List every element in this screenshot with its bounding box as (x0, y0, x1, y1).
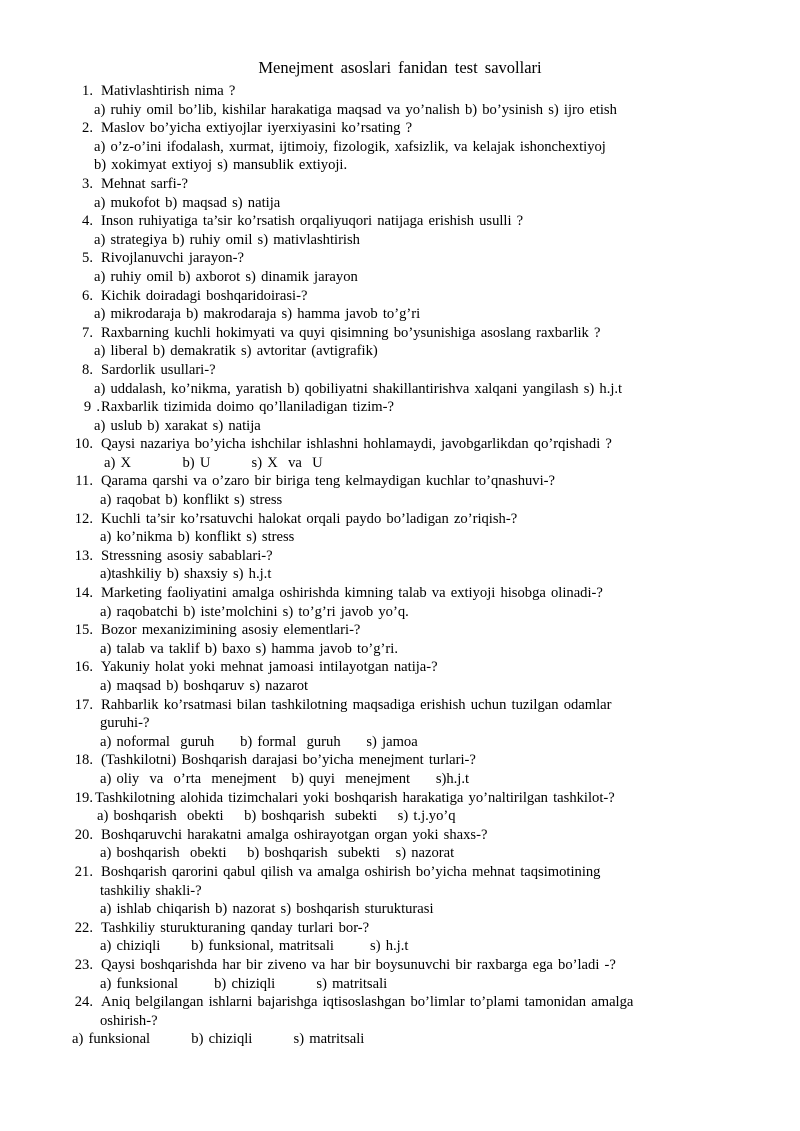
question-text: Raxbarning kuchli hokimyati va quyi qisimning bo’ysunishiga asoslang raxbarlik ? (101, 324, 601, 341)
question-text: Kuchli ta’sir ko’rsatuvchi halokat orqali paydo bo’ladigan zo’riqish-? (101, 510, 518, 527)
question-9 (72, 398, 732, 435)
question-text: Qaysi nazariya bo’yicha ishchilar ishlashni hohlamaydi, javobgarlikdan qo’rqishadi ? (101, 436, 612, 453)
answer-options: a) oliy va o’rta menejment b) quyi menejment s)h.j.t (100, 770, 470, 787)
question-number: 17. (74, 696, 93, 713)
answer-options: a) X b) U s) X va U (104, 454, 323, 471)
question-17 (72, 696, 732, 752)
answer-options: a) funksional b) chiziqli s) matritsali (72, 1031, 365, 1048)
question-23 (72, 956, 732, 993)
answer-options: a) funksional b) chiziqli s) matritsali (100, 975, 388, 992)
question-text-continued: guruhi-? (100, 715, 150, 732)
question-text: Boshqarish qarorini qabul qilish va amalga oshirish bo’yicha mehnat taqsimotining (101, 863, 601, 880)
question-12 (72, 510, 732, 547)
answer-options: a) uddalash, ko’nikma, yaratish b) qobiliyatni shakillantirishva xalqani yangilash s) h.j.t (94, 380, 623, 397)
question-1 (72, 82, 732, 119)
question-11 (72, 472, 732, 509)
answer-options: a) talab va taklif b) baxo s) hamma javob to’g’ri. (100, 640, 398, 657)
question-number: 18. (74, 752, 93, 769)
answer-options: a) boshqarish obekti b) boshqarish subekti s) t.j.yo’q (97, 808, 456, 825)
question-number: 1. (82, 83, 93, 99)
question-10 (72, 435, 732, 472)
question-text: Maslov bo’yicha extiyojlar iyerxiyasini ko’rsating ? (101, 120, 413, 137)
question-number: 23. (74, 956, 93, 973)
question-13 (72, 547, 732, 584)
question-number: 21. (74, 863, 93, 880)
question-text: Kichik doiradagi boshqaridoirasi-? (101, 287, 308, 304)
question-19 (72, 789, 732, 826)
question-number: 9 . (83, 399, 100, 416)
answer-options: a) ruhiy omil bo’lib, kishilar harakatiga maqsad va yo’nalish b) bo’ysinish s) ijro etish (94, 101, 617, 118)
question-8 (72, 361, 732, 398)
answer-options: a) liberal b) demakratik s) avtoritar (avtigrafik) (94, 343, 378, 360)
answer-options: a) maqsad b) boshqaruv s) nazarot (100, 678, 309, 694)
question-text: Boshqaruvchi harakatni amalga oshirayotgan organ yoki shaxs-? (101, 826, 488, 843)
question-text: Raxbarlik tizimida doimo qo’llaniladigan tizim-? (101, 399, 394, 416)
question-7 (72, 324, 732, 361)
question-number: 5. (82, 250, 93, 267)
question-4 (72, 212, 732, 249)
answer-options: a) strategiya b) ruhiy omil s) mativlashtirish (94, 231, 360, 248)
question-text: Mativlashtirish nima ? (101, 83, 236, 99)
question-text: Stressning asosiy sabablari-? (101, 547, 273, 564)
question-number: 12. (74, 510, 93, 527)
answer-options: a) chiziqli b) funksional, matritsali s) h.j.t (100, 938, 409, 955)
question-text: Aniq belgilangan ishlarni bajarishga iqtisoslashgan bo’limlar to’plami tamonidan amalga (101, 994, 634, 1011)
question-number: 19. (74, 789, 93, 806)
question-number: 11. (75, 473, 93, 490)
question-text: Inson ruhiyatiga ta’sir ko’rsatish orqaliyuqori natijaga erishish usulli ? (101, 213, 524, 230)
question-number: 3. (82, 175, 93, 192)
question-number: 8. (82, 361, 93, 378)
answer-options: a) uslub b) xarakat s) natija (94, 417, 261, 434)
answer-options-continued: b) xokimyat extiyoj s) mansublik extiyoji. (94, 157, 348, 174)
question-text: Qaysi boshqarishda har bir ziveno va har bir boysunuvchi bir raxbarga ega bo’ladi -? (101, 956, 616, 973)
question-22 (72, 919, 732, 956)
question-number: 16. (74, 659, 93, 676)
question-text: Tashkiliy sturukturaning qanday turlari bor-? (101, 919, 370, 936)
question-text: Yakuniy holat yoki mehnat jamoasi intilayotgan natija-? (101, 659, 438, 676)
question-text: Mehnat sarfi-? (101, 175, 188, 192)
question-text: Marketing faoliyatini amalga oshirishda kimning talab va extiyoji hisobga olinadi-? (101, 585, 603, 602)
question-number: 13. (74, 547, 93, 564)
question-number: 4. (82, 213, 93, 230)
answer-options: a)tashkiliy b) shaxsiy s) h.j.t (100, 566, 272, 583)
question-number: 14. (74, 585, 93, 602)
question-20 (72, 826, 732, 863)
question-text-continued: tashkiliy shakli-? (100, 882, 202, 899)
question-14 (72, 584, 732, 621)
question-number: 7. (82, 324, 93, 341)
question-18 (72, 751, 732, 788)
question-text-continued: oshirish-? (100, 1012, 158, 1029)
question-15 (72, 621, 732, 658)
question-number: 6. (82, 287, 93, 304)
answer-options: a) boshqarish obekti b) boshqarish subekti s) nazorat (100, 845, 455, 862)
question-number: 24. (74, 994, 93, 1011)
question-list (72, 82, 732, 1049)
question-5 (72, 249, 732, 286)
question-3 (72, 175, 732, 212)
answer-options: a) o’z-o’ini ifodalash, xurmat, ijtimoiy, fizologik, xafsizlik, va kelajak ishonchextiyoj (94, 138, 606, 155)
answer-options: a) mikrodaraja b) makrodaraja s) hamma javob to’g’ri (94, 306, 421, 323)
answer-options: a) ruhiy omil b) axborot s) dinamik jarayon (94, 268, 358, 285)
question-16 (72, 658, 732, 695)
question-text: Qarama qarshi va o’zaro bir biriga teng kelmaydigan kuchlar to’qnashuvi-? (101, 473, 555, 490)
question-number: 10. (74, 436, 93, 453)
question-text: Rahbarlik ko’rsatmasi bilan tashkilotning maqsadiga erishish uchun tuzilgan odamlar (101, 696, 612, 713)
answer-options: a) ko’nikma b) konflikt s) stress (100, 529, 295, 546)
question-24 (72, 993, 732, 1049)
question-2 (72, 119, 732, 175)
question-text: Tashkilotning alohida tizimchalari yoki boshqarish harakatiga yo’naltirilgan tashkilot-? (95, 789, 615, 806)
answer-options: a) noformal guruh b) formal guruh s) jamoa (100, 733, 418, 750)
answer-options: a) raqobatchi b) iste’molchini s) to’g’ri javob yo’q. (100, 603, 409, 620)
question-number: 2. (82, 120, 93, 137)
question-text: (Tashkilotni) Boshqarish darajasi bo’yicha menejment turlari-? (101, 752, 476, 769)
question-number: 20. (74, 826, 93, 843)
document-title: Menejment asoslari fanidan test savollari (258, 58, 542, 77)
answer-options: a) mukofot b) maqsad s) natija (94, 194, 281, 211)
answer-options: a) ishlab chiqarish b) nazorat s) boshqarish sturukturasi (100, 901, 434, 918)
question-6 (72, 287, 732, 324)
question-text: Rivojlanuvchi jarayon-? (101, 250, 244, 267)
question-21 (72, 863, 732, 919)
question-text: Sardorlik usullari-? (101, 361, 216, 378)
question-number: 15. (74, 622, 93, 639)
question-text: Bozor mexanizimining asosiy elementlari-? (101, 622, 361, 639)
question-number: 22. (74, 919, 93, 936)
answer-options: a) raqobat b) konflikt s) stress (100, 492, 283, 509)
